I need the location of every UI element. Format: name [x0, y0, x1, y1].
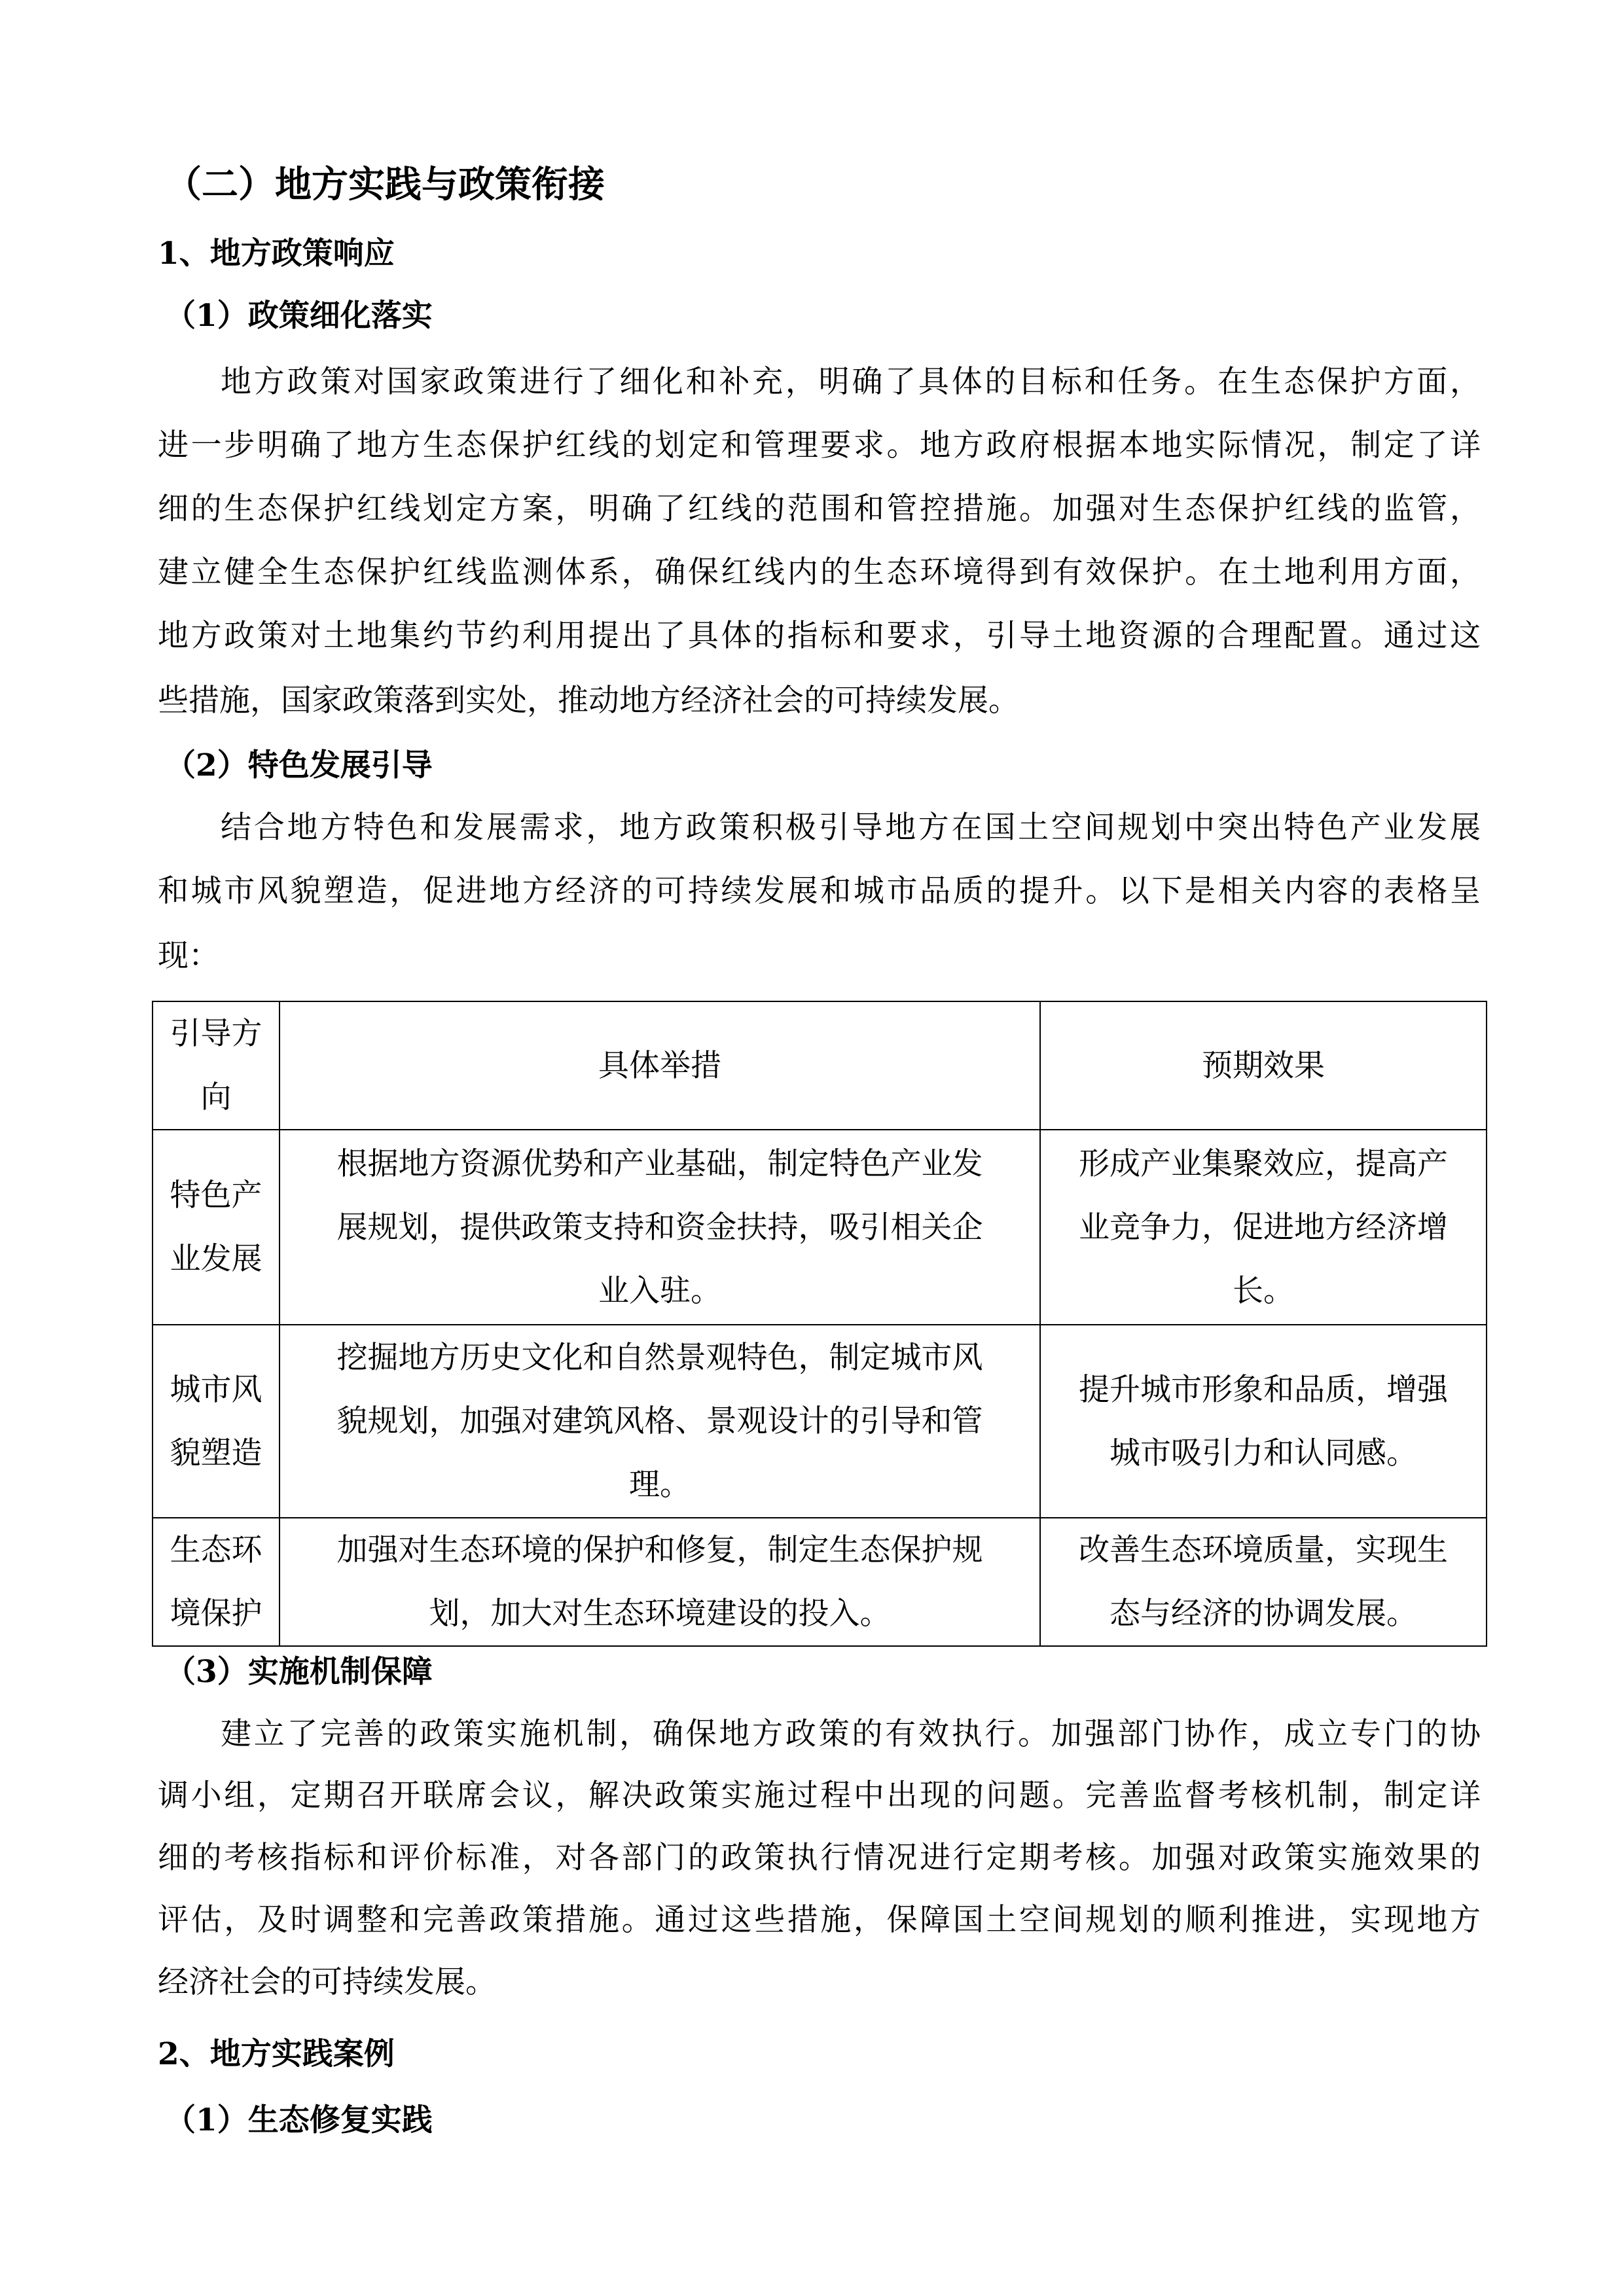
paragraph-line: 评估，及时调整和完善政策措施。通过这些措施，保障国土空间规划的顺利推进，实现地方	[158, 1902, 1481, 1938]
cell-direction: 生态环 境保护	[153, 1518, 280, 1646]
paragraph-line: 建立健全生态保护红线监测体系，确保红线内的生态环境得到有效保护。在土地利用方面，	[158, 554, 1481, 590]
paragraph-line: 地方政策对土地集约节约利用提出了具体的指标和要求，引导土地资源的合理配置。通过这	[158, 618, 1481, 654]
header-measures: 具体举措	[280, 1001, 1040, 1130]
paragraph-line: 细的考核指标和评价标准，对各部门的政策执行情况进行定期考核。加强对政策实施效果的	[158, 1840, 1481, 1876]
cell-direction: 城市风 貌塑造	[153, 1325, 280, 1518]
cell-measures: 根据地方资源优势和产业基础，制定特色产业发 展规划，提供政策支持和资金扶持，吸引相关企 业入驻。	[280, 1130, 1040, 1325]
header-direction: 引导方 向	[153, 1001, 280, 1130]
cell-measures: 挖掘地方历史文化和自然景观特色，制定城市风 貌规划，加强对建筑风格、景观设计的引导和管 理。	[280, 1325, 1040, 1518]
heading-local-practice-cases: 2、地方实践案例	[158, 2036, 395, 2072]
paragraph-line: 些措施，国家政策落到实处，推动地方经济社会的可持续发展。	[158, 683, 1019, 719]
heading-local-policy-response: 1、地方政策响应	[158, 236, 395, 272]
cell-effects: 形成产业集聚效应，提高产 业竞争力，促进地方经济增 长。	[1040, 1130, 1487, 1325]
cell-direction: 特色产 业发展	[153, 1130, 280, 1325]
heading-ecological-restoration: （1）生态修复实践	[165, 2102, 433, 2138]
table-row	[153, 1518, 1487, 1646]
table-header-row	[153, 1001, 1487, 1130]
cell-measures: 加强对生态环境的保护和修复，制定生态保护规 划，加大对生态环境建设的投入。	[280, 1518, 1040, 1646]
paragraph-line: 细的生态保护红线划定方案，明确了红线的范围和管控措施。加强对生态保护红线的监管，	[158, 491, 1481, 527]
table-row	[153, 1325, 1487, 1518]
cell-effects: 提升城市形象和品质，增强 城市吸引力和认同感。	[1040, 1325, 1487, 1518]
header-effects: 预期效果	[1040, 1001, 1487, 1130]
paragraph-line: 调小组，定期召开联席会议，解决政策实施过程中出现的问题。完善监督考核机制，制定详	[158, 1778, 1481, 1814]
guidance-table	[152, 1001, 1487, 1647]
heading-feature-development: （2）特色发展引导	[165, 747, 433, 783]
section-title: （二）地方实践与政策衔接	[165, 163, 605, 206]
table-row	[153, 1130, 1487, 1325]
heading-implementation-mechanism: （3）实施机制保障	[165, 1654, 433, 1690]
paragraph-line: 经济社会的可持续发展。	[158, 1964, 496, 2000]
paragraph-line: 地方政策对国家政策进行了细化和补充，明确了具体的目标和任务。在生态保护方面，	[221, 364, 1481, 400]
cell-effects: 改善生态环境质量，实现生 态与经济的协调发展。	[1040, 1518, 1487, 1646]
paragraph-line: 和城市风貌塑造，促进地方经济的可持续发展和城市品质的提升。以下是相关内容的表格呈	[158, 873, 1481, 909]
paragraph-line: 建立了完善的政策实施机制，确保地方政策的有效执行。加强部门协作，成立专门的协	[221, 1716, 1481, 1752]
paragraph-line: 进一步明确了地方生态保护红线的划定和管理要求。地方政府根据本地实际情况，制定了详	[158, 427, 1481, 463]
paragraph-line: 现：	[158, 938, 219, 974]
heading-policy-refinement: （1）政策细化落实	[165, 298, 433, 334]
paragraph-line: 结合地方特色和发展需求，地方政策积极引导地方在国土空间规划中突出特色产业发展	[221, 810, 1481, 846]
